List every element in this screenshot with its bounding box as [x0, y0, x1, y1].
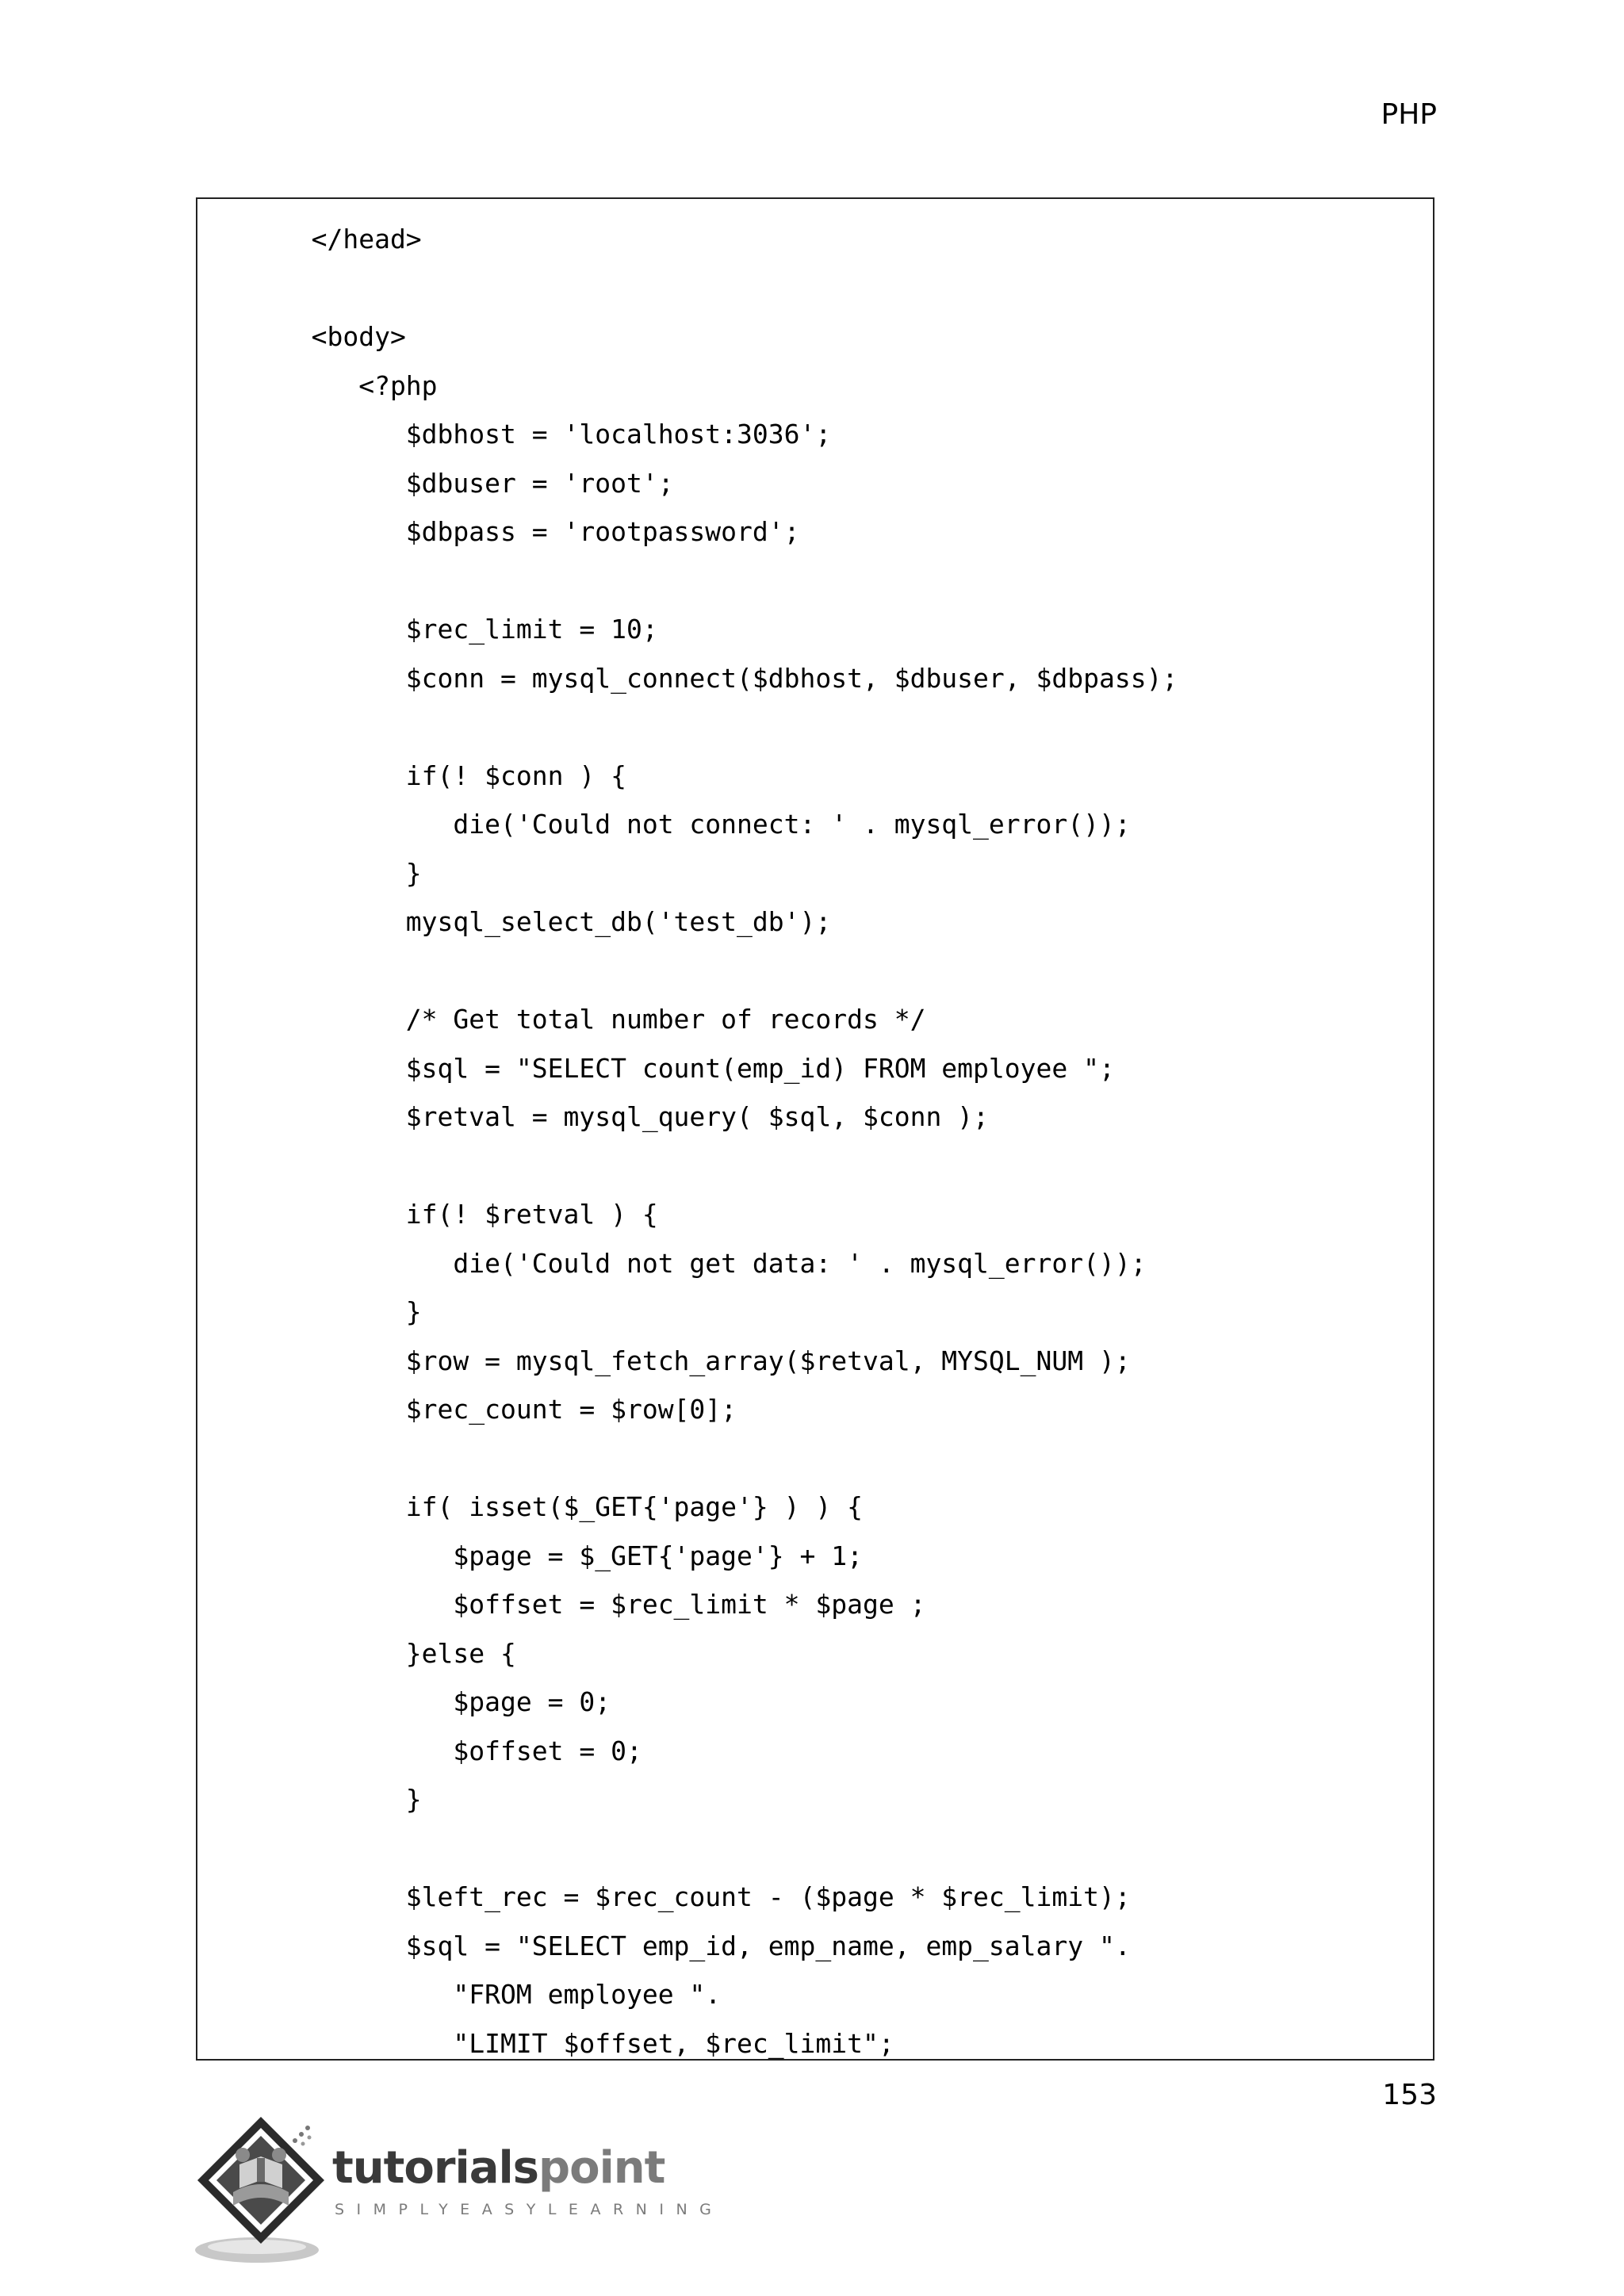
code-line: mysql_select_db('test_db'); [264, 906, 832, 937]
code-line: die('Could not get data: ' . mysql_error()); [264, 1247, 1147, 1279]
code-line: $sql = "SELECT emp_id, emp_name, emp_salary ". [264, 1930, 1131, 1961]
code-line: $row = mysql_fetch_array($retval, MYSQL_NUM ); [264, 1345, 1131, 1376]
code-line: $dbuser = 'root'; [264, 467, 674, 499]
code-line: if(! $conn ) { [264, 760, 626, 791]
code-listing [264, 215, 1178, 2068]
code-line: $page = 0; [264, 1686, 611, 1717]
code-line: "LIMIT $offset, $rec_limit"; [264, 2027, 894, 2059]
code-line: $rec_count = $row[0]; [264, 1394, 737, 1425]
code-line: $page = $_GET{'page'} + 1; [264, 1540, 863, 1571]
code-line: "FROM employee ". [264, 1979, 722, 2010]
code-line [264, 1142, 1178, 1191]
code-line [264, 264, 1178, 313]
code-line: $retval = mysql_query( $sql, $conn ); [264, 1101, 989, 1132]
code-line: $offset = $rec_limit * $page ; [264, 1589, 926, 1620]
code-line: $rec_limit = 10; [264, 614, 658, 645]
code-line: } [264, 1296, 422, 1327]
code-line [264, 702, 1178, 752]
code-line: $dbhost = 'localhost:3036'; [264, 419, 832, 450]
code-line: $sql = "SELECT count(emp_id) FROM employee "; [264, 1052, 1115, 1084]
page-number: 153 [1382, 2079, 1437, 2111]
logo-emblem-icon [193, 2109, 336, 2267]
code-line: $dbpass = 'rootpassword'; [264, 516, 800, 547]
code-listing-box [196, 197, 1434, 2061]
code-line: </head> [264, 224, 422, 254]
code-line: $left_rec = $rec_count - ($page * $rec_limit); [264, 1881, 1131, 1912]
code-line: $offset = 0; [264, 1735, 642, 1766]
code-line: } [264, 1784, 422, 1815]
code-line [264, 1434, 1178, 1483]
logo-tagline: SIMPLYEASYLEARNING [335, 2201, 724, 2218]
code-line: $conn = mysql_connect($dbhost, $dbuser, $dbpass); [264, 662, 1178, 694]
page-header-title: PHP [1381, 98, 1437, 131]
code-line [264, 557, 1178, 606]
logo-wordmark [332, 2142, 665, 2194]
code-line [264, 1824, 1178, 1873]
code-line: die('Could not connect: ' . mysql_error()); [264, 809, 1131, 840]
code-line: }else { [264, 1637, 516, 1669]
logo-word-main: tutorials [332, 2142, 539, 2194]
code-line: } [264, 857, 422, 889]
code-line: <body> [264, 321, 406, 352]
code-line: <?php [264, 369, 438, 401]
code-line: /* Get total number of records */ [264, 1004, 926, 1035]
code-line: if(! $retval ) { [264, 1199, 658, 1230]
code-line [264, 947, 1178, 996]
code-line: if( isset($_GET{'page'} ) ) { [264, 1491, 863, 1522]
logo-word-accent: point [538, 2142, 665, 2194]
tutorialspoint-logo [193, 2109, 724, 2267]
